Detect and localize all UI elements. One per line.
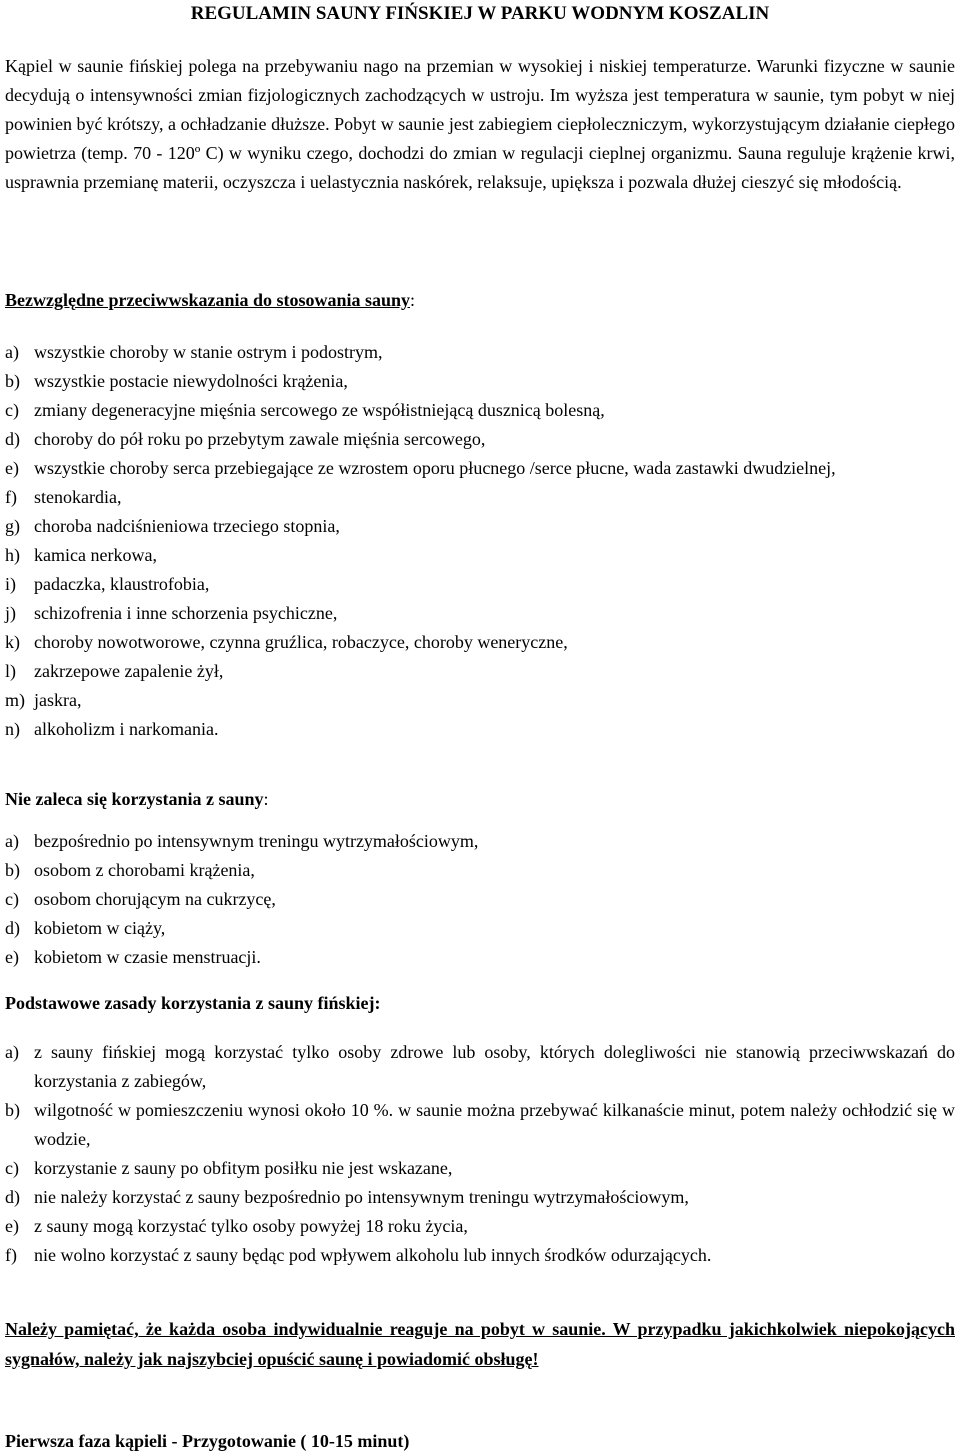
item-text: zakrzepowe zapalenie żył,: [34, 661, 224, 681]
list-item: [5, 657, 955, 686]
item-label: a): [5, 831, 19, 851]
item-text: z sauny mogą korzystać tylko osoby powyżej 18 roku życia,: [34, 1216, 468, 1236]
first-phase-heading: Pierwsza faza kąpieli - Przygotowanie ( 10-15 minut): [5, 1431, 410, 1451]
item-text: wszystkie choroby w stanie ostrym i podostrym,: [34, 342, 383, 362]
list-item: [5, 570, 955, 599]
item-label: a): [5, 1042, 19, 1062]
item-label: d): [5, 1187, 20, 1207]
list-item: [5, 1183, 955, 1212]
item-label: h): [5, 545, 20, 565]
item-text: nie należy korzystać z sauny bezpośrednio po intensywnym treningu wytrzymałościowym,: [34, 1187, 689, 1207]
rules-list: [5, 1038, 955, 1270]
item-text: kamica nerkowa,: [34, 545, 157, 565]
item-label: l): [5, 661, 16, 681]
not-recommended-heading-text: Nie zaleca się korzystania z sauny: [5, 789, 264, 809]
not-recommended-heading-suffix: :: [263, 789, 269, 809]
item-label: n): [5, 719, 20, 739]
item-text: alkoholizm i narkomania.: [34, 719, 219, 739]
rules-heading-text: Podstawowe zasady korzystania z sauny fińskiej:: [5, 993, 381, 1013]
list-item: [5, 1241, 955, 1270]
item-label: b): [5, 1100, 20, 1120]
item-label: f): [5, 487, 17, 507]
item-label: k): [5, 632, 20, 652]
list-item: [5, 338, 955, 367]
item-text: z sauny fińskiej mogą korzystać tylko osoby zdrowe lub osoby, których dolegliwości nie stanowią przeciwwskazań do korzystania z zabiegów,: [34, 1042, 955, 1091]
item-text: zmiany degeneracyjne mięśnia sercowego ze współistniejącą dusznicą bolesną,: [34, 400, 605, 420]
item-text: osobom chorującym na cukrzycę,: [34, 889, 276, 909]
list-item: [5, 483, 955, 512]
list-item: [5, 943, 955, 972]
item-label: b): [5, 860, 20, 880]
list-item: [5, 715, 955, 744]
item-label: a): [5, 342, 19, 362]
item-text: wszystkie choroby serca przebiegające ze wzrostem oporu płucnego /serce płucne, wada zastawki dwudzielnej,: [34, 458, 836, 478]
item-text: jaskra,: [34, 690, 82, 710]
item-text: osobom z chorobami krążenia,: [34, 860, 255, 880]
list-item: [5, 856, 955, 885]
list-item: [5, 686, 955, 715]
item-label: j): [5, 603, 16, 623]
intro-paragraph: Kąpiel w saunie fińskiej polega na przebywaniu nago na przemian w wysokiej i niskiej temperaturze. Warunki fizyczne w saunie decydują o intensywności zmian fizjologicznych zachodzących w ustroju. Im wyższa jest temperatura w saunie, tym pobyt w niej powinien być krótszy, a ochładzanie dłuższe. Pobyt w saunie jest zabiegiem ciepłoleczniczym, wykorzystującym działanie ciepłego powietrza (temp. 70 - 120º C) w wyniku czego, dochodzi do zmian w regulacji cieplnej organizmu. Sauna reguluje krążenie krwi, usprawnia przemianę materii, oczyszcza i uelastycznia naskórek, relaksuje, upiększa i pozwala dłużej cieszyć się młodością.: [5, 56, 955, 192]
item-text: stenokardia,: [34, 487, 122, 507]
item-label: c): [5, 889, 19, 909]
item-label: f): [5, 1245, 17, 1265]
contraindications-heading-text: Bezwzględne przeciwwskazania do stosowania sauny: [5, 290, 411, 310]
item-label: e): [5, 947, 19, 967]
item-label: c): [5, 400, 19, 420]
item-text: kobietom w ciąży,: [34, 918, 166, 938]
list-item: [5, 512, 955, 541]
item-text: choroby nowotworowe, czynna gruźlica, robaczyce, choroby weneryczne,: [34, 632, 568, 652]
list-item: [5, 367, 955, 396]
item-label: i): [5, 574, 16, 594]
item-text: choroba nadciśnieniowa trzeciego stopnia,: [34, 516, 340, 536]
item-text: kobietom w czasie menstruacji.: [34, 947, 261, 967]
item-label: m): [5, 690, 25, 710]
list-item: [5, 827, 955, 856]
item-label: e): [5, 1216, 19, 1236]
list-item: [5, 1212, 955, 1241]
item-text: korzystanie z sauny po obfitym posiłku nie jest wskazane,: [34, 1158, 453, 1178]
item-label: c): [5, 1158, 19, 1178]
intro-section: [5, 52, 955, 197]
item-label: b): [5, 371, 20, 391]
list-item: [5, 396, 955, 425]
item-text: wszystkie postacie niewydolności krążenia,: [34, 371, 348, 391]
item-text: choroby do pół roku po przebytym zawale mięśnia sercowego,: [34, 429, 486, 449]
item-label: g): [5, 516, 20, 536]
list-item: [5, 628, 955, 657]
item-text: padaczka, klaustrofobia,: [34, 574, 210, 594]
item-text: nie wolno korzystać z sauny będąc pod wpływem alkoholu lub innych środków odurzających.: [34, 1245, 712, 1265]
list-item: [5, 425, 955, 454]
item-label: d): [5, 429, 20, 449]
not-recommended-list: [5, 827, 955, 972]
list-item: [5, 599, 955, 628]
document-title: REGULAMIN SAUNY FIŃSKIEJ W PARKU WODNYM KOSZALIN: [190, 3, 770, 24]
item-text: bezpośrednio po intensywnym treningu wytrzymałościowym,: [34, 831, 479, 851]
list-item: [5, 454, 955, 483]
item-label: e): [5, 458, 19, 478]
list-item: [5, 885, 955, 914]
contraindications-heading-suffix: :: [410, 290, 416, 310]
contraindications-heading: [5, 288, 955, 312]
list-item: [5, 1096, 955, 1154]
item-label: d): [5, 918, 20, 938]
list-item: [5, 1038, 955, 1096]
warning-paragraph: Należy pamiętać, że każda osoba indywidualnie reaguje na pobyt w saunie. W przypadku jakichkolwiek niepokojących sygnałów, należy jak najszybciej opuścić saunę i powiadomić obsługę!: [5, 1319, 955, 1369]
item-text: wilgotność w pomieszczeniu wynosi około 10 %. w saunie można przebywać kilkanaście minut, potem należy ochłodzić się w wodzie,: [34, 1100, 955, 1149]
contraindications-list: [5, 338, 955, 744]
item-text: schizofrenia i inne schorzenia psychiczne,: [34, 603, 338, 623]
list-item: [5, 914, 955, 943]
not-recommended-heading: [5, 787, 955, 811]
rules-heading: [5, 991, 955, 1015]
list-item: [5, 1154, 955, 1183]
list-item: [5, 541, 955, 570]
